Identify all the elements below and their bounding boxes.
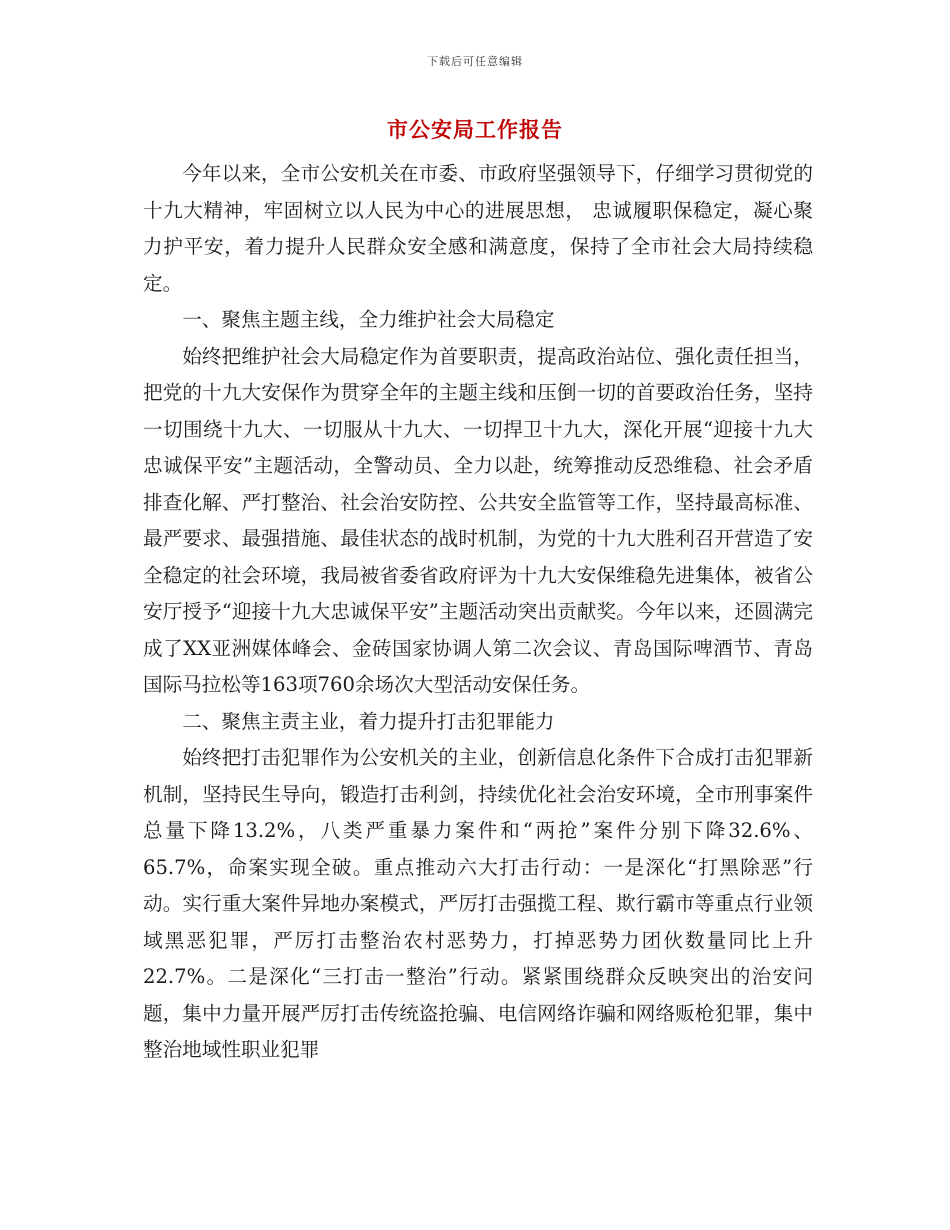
paragraph-section-1: 始终把维护社会大局稳定作为首要职责，提高政治站位、强化责任担当，把党的十九大安保作为贯穿全年的主题主线和压倒一切的首要政治任务，坚持一切围绕十九大、一切服从十九大、一切捍卫十九大，深化开展“迎接十九大忠诚保平安”主题活动，全警动员、全力以赴，统筹推动反恐维稳、社会矛盾排查化解、严打整治、社会治安防控、公共安全监管等工作，坚持最高标准、最严要求、最强措施、最佳状态的战时机制，为党的十九大胜利召开营造了安全稳定的社会环境，我局被省委省政府评为十九大安保维稳先进集体，被省公安厅授予“迎接十九大忠诚保平安”主题活动突出贡献奖。今年以来，还圆满完成了XX亚洲媒体峰会、金砖国家协调人第二次会议、青岛国际啤酒节、青岛国际马拉松等163项760余场次大型活动安保任务。 xyxy=(143,344,813,696)
paragraph-section-2: 始终把打击犯罪作为公安机关的主业，创新信息化条件下合成打击犯罪新机制，坚持民生导向，锻造打击利剑，持续优化社会治安环境，全市刑事案件总量下降13.2%，八类严重暴力案件和“两抢”案件分别下降32.6%、65.7%，命案实现全破。重点推动六大打击行动：一是深化“打黑除恶”行动。实行重大案件异地办案模式，严厉打击强揽工程、欺行霸市等重点行业领域黑恶犯罪，严厉打击整治农村恶势力，打掉恶势力团伙数量同比上升22.7%。二是深化“三打击一整治”行动。紧紧围绕群众反映突出的治安问题，集中力量开展严厉打击传统盗抢骗、电信网络诈骗和网络贩枪犯罪，集中整治地域性职业犯罪 xyxy=(143,746,813,1061)
section-heading-2: 二、聚焦主责主业，着力提升打击犯罪能力 xyxy=(182,709,555,733)
section-heading-1: 一、聚焦主题主线，全力维护社会大局稳定 xyxy=(182,308,555,331)
document-title: 市公安局工作报告 xyxy=(387,118,563,142)
header-note: 下载后可任意编辑 xyxy=(427,55,523,68)
document-body xyxy=(143,156,813,1069)
paragraph-intro: 今年以来，全市公安机关在市委、市政府坚强领导下，仔细学习贯彻党的十九大精神，牢固树立以人民为中心的进展思想， 忠诚履职保稳定，凝心聚力护平安，着力提升人民群众安全感和满意度，保持了全市社会大局持续稳定。 xyxy=(143,162,813,295)
